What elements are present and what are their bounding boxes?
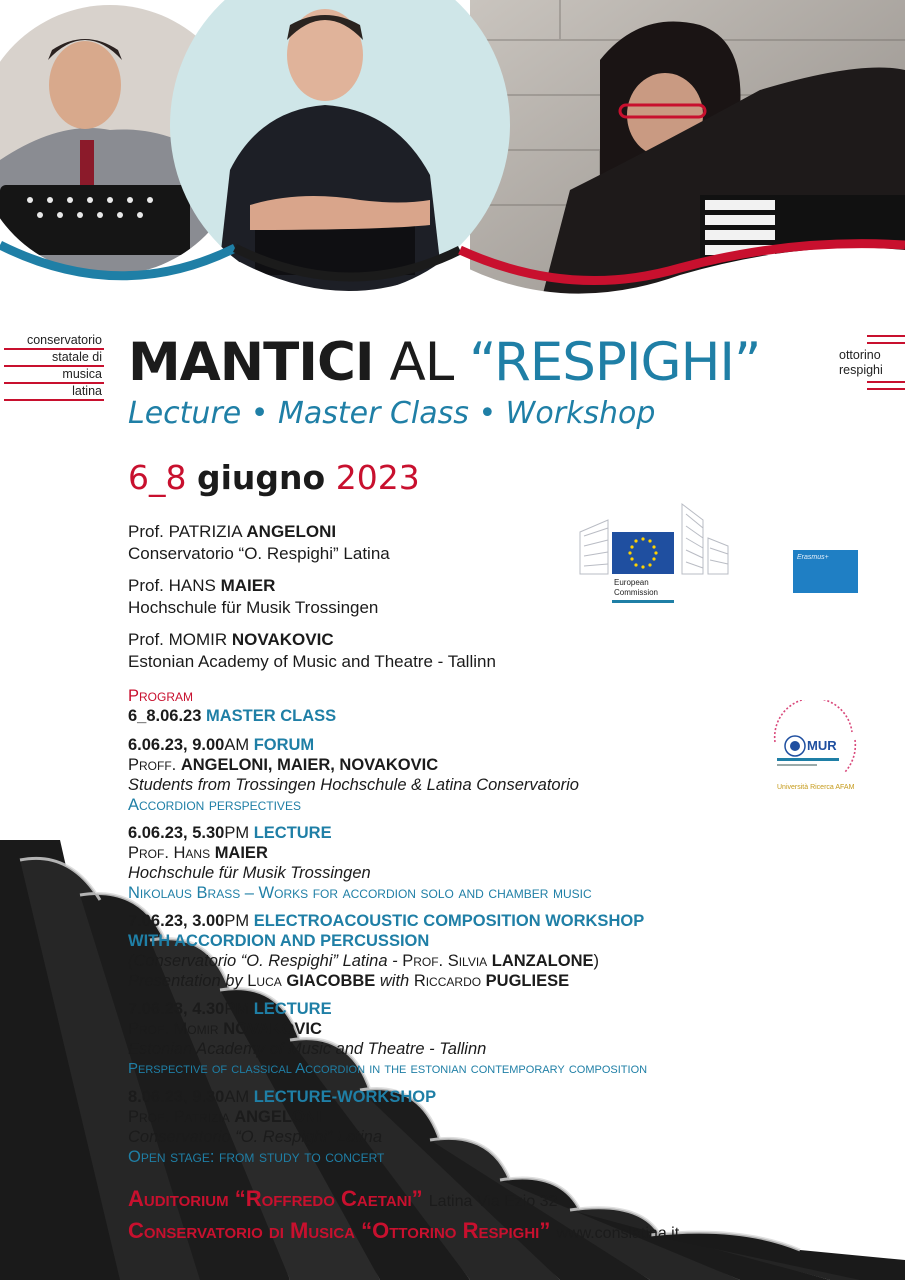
professor-prefix: Prof. HANS [128,576,216,595]
conservatory-name: Conservatorio di Musica “Ottorino Respighi” [128,1218,551,1243]
program-item-date: 8.06.23, 9.30 [128,1088,225,1106]
program-item-ampm: PM [224,824,250,842]
program-item-header [128,1087,647,1107]
workshop-paren-prof: Prof. Silvia [402,952,488,970]
conservatorio-logo-line: musica [4,367,104,384]
program-item-prof-names: NOVAKOVIC [223,1020,322,1038]
eu-label-line: European [614,578,649,587]
program-item-ampm: AM [224,1088,250,1106]
date-year: 2023 [335,458,420,497]
conservatory-line [128,1218,679,1244]
workshop-paren-end: ) [593,952,600,970]
eu-label-line: Commission [614,588,659,597]
master-class-label: MASTER CLASS [206,707,337,725]
program-item-header [128,911,647,931]
presentation-name-2: Riccardo [413,972,482,990]
program-item-topic: Accordion perspectives [128,796,301,814]
program-item-label-line-2: WITH ACCORDION AND PERCUSSION [128,932,430,950]
program-item-ampm: AM [224,736,250,754]
venue-line [128,1186,557,1212]
program-item-prof-prefix: Prof. Patrizia [128,1108,230,1126]
program-item-forum [128,735,647,815]
program-item-header [128,735,647,755]
program-item-ampm: PM [224,1000,250,1018]
professor-institution: Hochschule für Musik Trossingen [128,598,379,617]
venue-address: Latina Via Ezio 32 [428,1193,558,1210]
master-class-date: 6_8.06.23 [128,707,202,725]
program-item-topic: Nikolaus Brass – Works for accordion solo and chamber music [128,884,592,902]
program-item-profs [128,843,647,863]
program-item-header [128,823,647,843]
date-range: 6_8 [128,458,187,497]
website-link[interactable]: www.conslatina.it [556,1225,680,1242]
program-item-label: LECTURE [253,1000,332,1018]
program-item-lecture-workshop [128,1087,647,1167]
program-item-topic: Open stage: from study to concert [128,1148,385,1166]
program-item-header [128,999,647,1019]
page-title [128,332,761,393]
program-item-date: 7.06.23, 4.30 [128,1000,225,1018]
conservatorio-logo [4,333,104,401]
title-part-3: “RESPIGHI” [469,332,761,393]
eu-label [614,578,658,598]
mur-bottom-label: Università Ricerca AFAM [777,784,855,791]
respighi-logo-line: respighi [839,363,883,377]
program-item-detail: Hochschule für Musik Trossingen [128,864,371,882]
professor-prefix: Prof. PATRIZIA [128,522,242,541]
program-section [128,686,647,1167]
professor-surname: NOVAKOVIC [231,630,334,649]
title-part-1: MANTICI [128,332,374,393]
presentation-surname-2: PUGLIESE [485,972,570,990]
presentation-start: Presentation by [128,972,243,990]
mur-logo [757,700,867,800]
erasmus-logo [793,550,858,593]
respighi-logo-line: ottorino [839,348,881,362]
program-master-class [128,706,647,726]
program-item-prof-names: ANGELONI [234,1108,322,1126]
program-item-lecture-2 [128,999,647,1079]
performer-photos-image [0,0,905,305]
program-item-prof-names: MAIER [214,844,268,862]
program-item-presentation [128,971,647,991]
date-month: giugno [197,458,326,497]
program-item-profs [128,1107,647,1127]
program-item-date: 6.06.23, 9.00 [128,736,225,754]
program-item-date: 6.06.23, 5.30 [128,824,225,842]
program-item-prof-prefix: Prof. Hans [128,844,211,862]
program-item-prof-prefix: Prof. Momir [128,1020,219,1038]
program-item-detail [128,951,647,971]
program-item-detail: Estonian Academy of Music and Theatre - Tallinn [128,1040,487,1058]
mur-label: MUR [807,738,837,753]
program-item-prof-prefix: Proff. [128,756,177,774]
program-item-label: LECTURE [253,824,332,842]
program-item-detail: Students from Trossingen Hochschule & Latina Conservatorio [128,776,579,794]
european-commission-logo [578,502,730,607]
logo-rule [867,381,905,383]
program-item-lecture-1 [128,823,647,903]
presentation-with: with [379,972,410,990]
title-part-2: AL [389,332,454,393]
event-date [128,458,420,497]
program-item-ampm: PM [224,912,250,930]
conservatorio-logo-line: latina [4,384,104,401]
program-item-label: ELECTROACOUSTIC COMPOSITION WORKSHOP [253,912,645,930]
professor-entry [128,629,496,651]
presentation-name-1: Luca [247,972,282,990]
program-item-label: FORUM [253,736,315,754]
header-photos [0,0,905,305]
professor-entry [128,575,496,597]
workshop-paren-surname: LANZALONE [491,952,594,970]
program-item-profs [128,755,647,775]
venue-name: Auditorium “Roffredo Caetani” [128,1186,423,1211]
conservatorio-logo-line: conservatorio [4,333,104,350]
program-item-topic: Perspective of classical Accordion in the estonian contemporary composition [128,1060,648,1077]
program-item-label: LECTURE-WORKSHOP [253,1088,437,1106]
program-item-detail: Conservatorio “O. Respighi” Latina [128,1128,383,1146]
program-item-date: 7.06.23, 3.00 [128,912,225,930]
professor-institution: Conservatorio “O. Respighi” Latina [128,544,390,563]
logo-rule [867,388,905,390]
professor-surname: MAIER [220,576,276,595]
page-subtitle: Lecture • Master Class • Workshop [128,396,656,431]
workshop-paren-start: (Conservatorio “O. Respighi” Latina - [128,952,398,970]
logo-rule [867,342,905,344]
logo-rule [867,335,905,337]
program-heading: Program [128,687,194,705]
professor-institution: Estonian Academy of Music and Theatre - Tallinn [128,652,496,671]
presentation-surname-1: GIACOBBE [286,972,376,990]
erasmus-label: Erasmus+ [797,554,829,561]
conservatorio-logo-line: statale di [4,350,104,367]
professor-surname: ANGELONI [246,522,337,541]
respighi-logo-text [835,348,905,378]
program-item-profs [128,1019,647,1039]
professor-entry [128,521,496,543]
professor-prefix: Prof. MOMIR [128,630,228,649]
program-item-workshop [128,911,647,991]
professors-list [128,521,496,673]
respighi-logo [835,335,905,390]
program-item-prof-names: ANGELONI, MAIER, NOVAKOVIC [180,756,439,774]
